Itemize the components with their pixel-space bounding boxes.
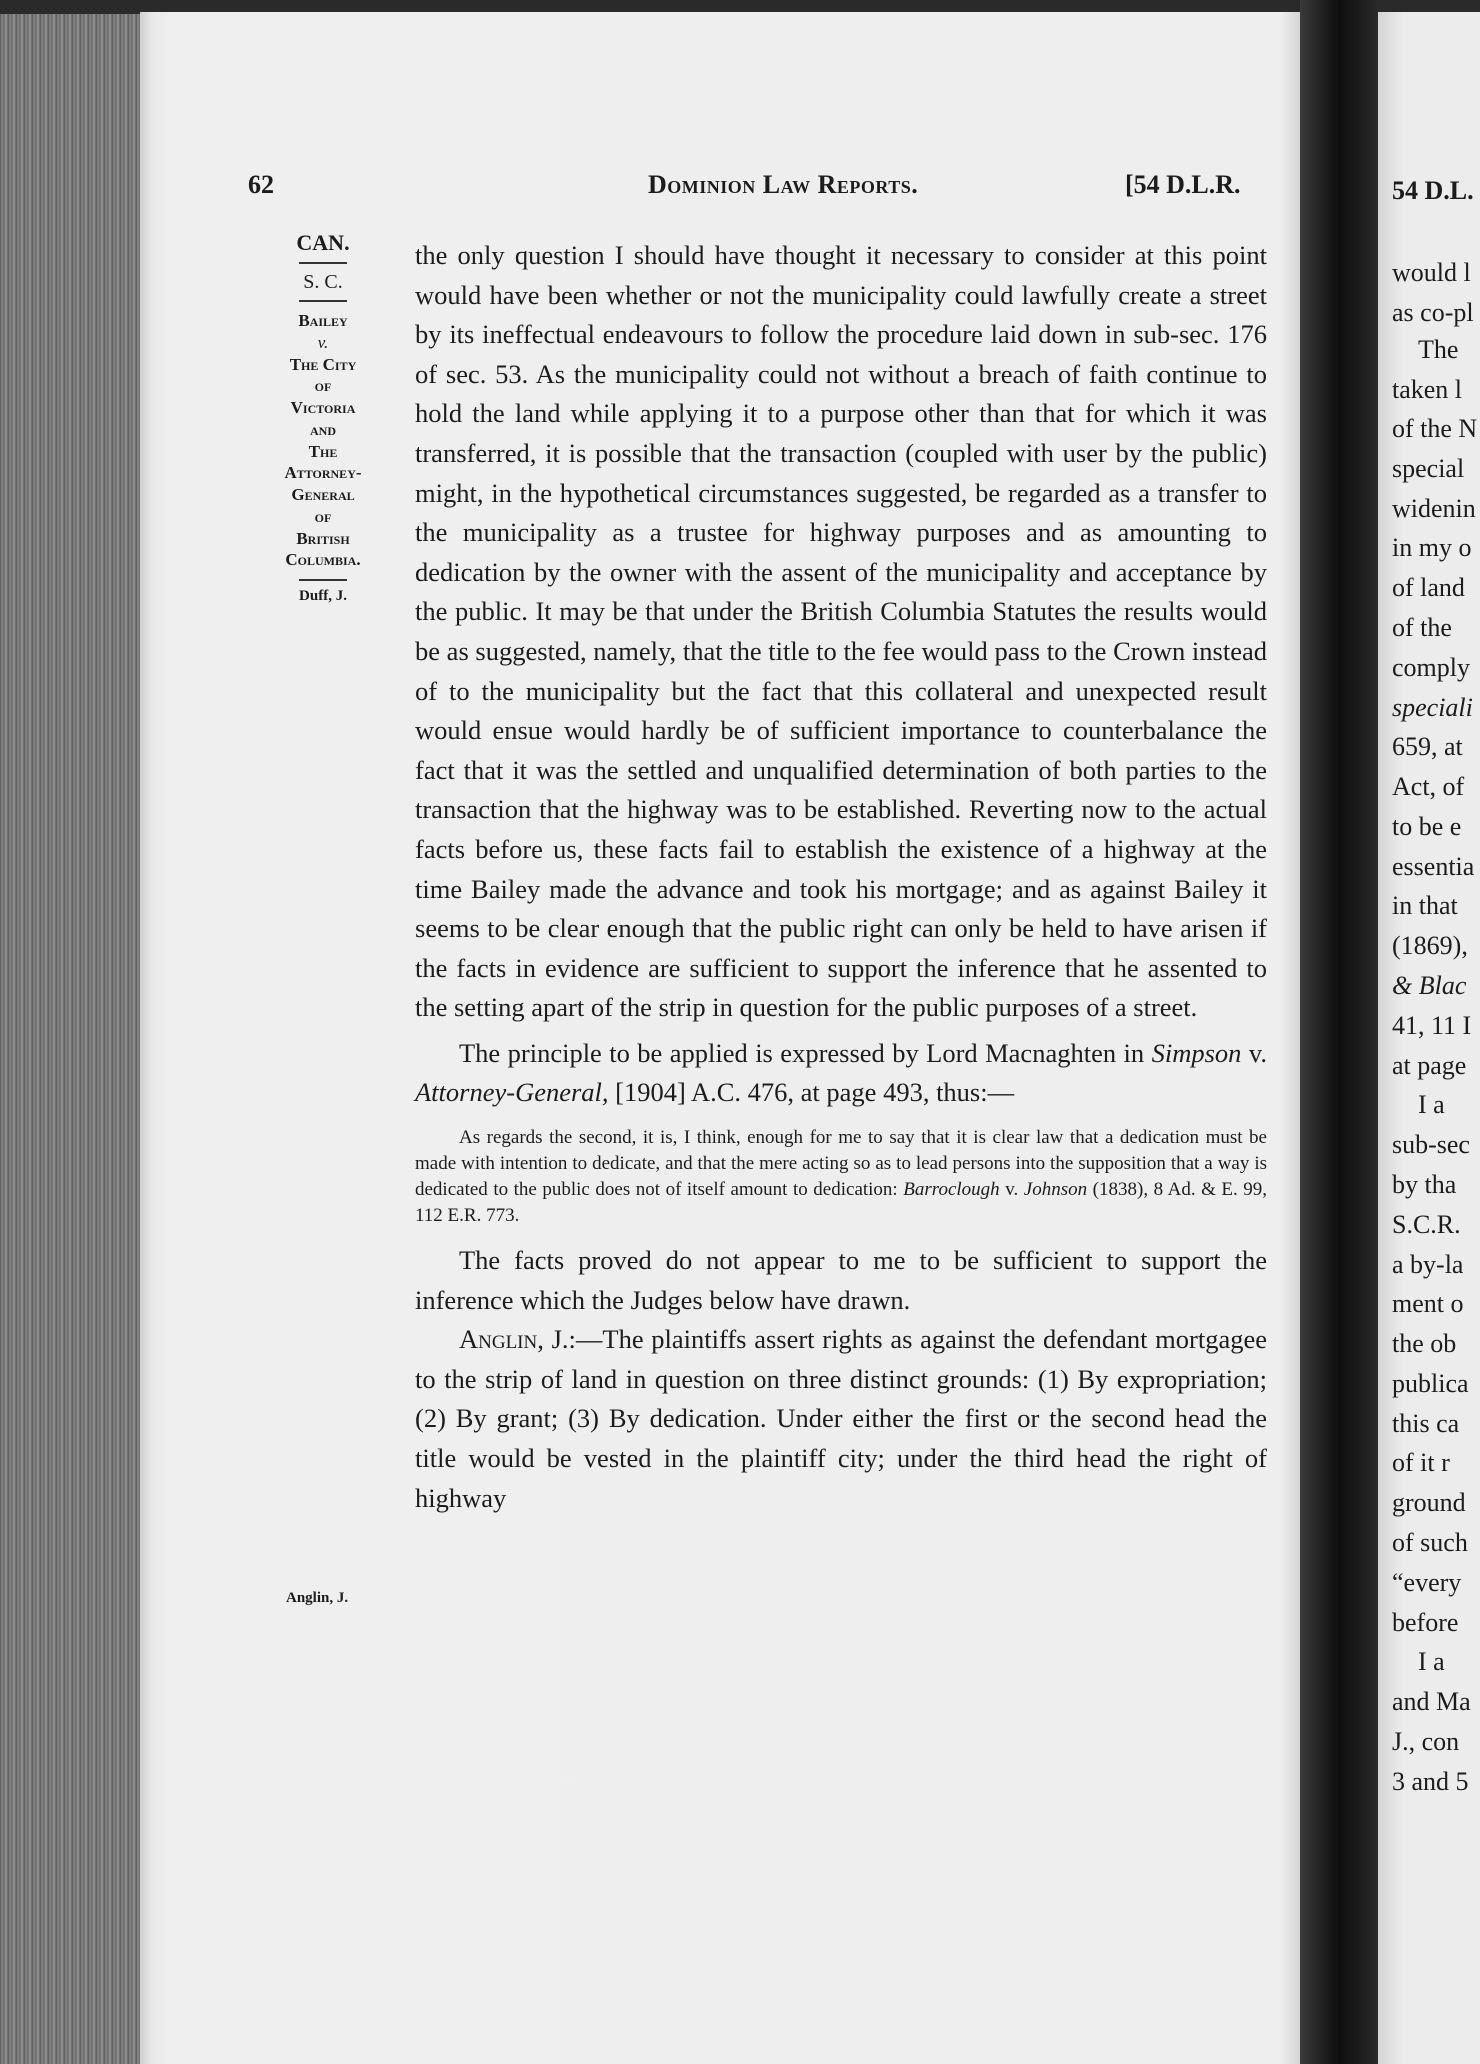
court-label: CAN. (296, 230, 350, 255)
case-title-line: Attorney- (284, 463, 362, 483)
text: v. (1005, 1179, 1019, 1201)
paragraph: The facts proved do not appear to me to be sufficient to support the inference which the Judges below have drawn. (415, 1245, 1267, 1315)
volume-reference: [54 D.L.R. (1125, 170, 1241, 199)
right-page-line: of land (1392, 573, 1465, 602)
right-page-line: S.C.R. (1392, 1210, 1461, 1239)
text: [1904] A.C. 476, at page 493, thus:— (615, 1077, 1015, 1108)
right-page-line: to be e (1392, 812, 1462, 841)
case-title-line: British (296, 528, 350, 548)
right-page-line: this ca (1392, 1409, 1460, 1438)
right-page-line: I a (1418, 1647, 1445, 1676)
right-page-line: of the (1392, 613, 1452, 642)
right-page-line: 3 and 5 (1392, 1767, 1469, 1796)
right-page-line: speciali (1392, 693, 1473, 722)
block-quote (415, 1125, 1267, 1229)
report-title-text: Dominion Law Reports. (648, 170, 919, 199)
right-page-header: 54 D.L. (1392, 176, 1474, 205)
right-page-line: comply (1392, 653, 1470, 682)
right-page-line: I a (1418, 1090, 1445, 1119)
judge-name: Anglin, J. (459, 1324, 569, 1355)
right-page-line: The (1418, 335, 1459, 364)
text: v. (1248, 1037, 1267, 1068)
right-page-line: taken l (1392, 375, 1463, 404)
paragraph: the only question I should have thought it necessary to consider at this point would have been whether or not the municipality could lawfully create a street by its ineffectual endeavours to follow the procedure laid down in sub-sec. 176 of sec. 53. As the municipality could not without a breach of faith continue to hold the land while applying it to a purpose other than that for which it was transferred, it is possible that the transaction (coupled with user by the public) might, in the hypothetical circumstances suggested, be regarded as a transfer to the municipality as a trustee for highway purposes and as amounting to dedication by the owner with the assent of the municipality and acceptance by the public. It may be that under the British Columbia Statutes the results would be as suggested, namely, that the title to the fee would pass to the Crown instead of to the municipality but the fact that this collateral and unexpected result would ensue would hardly be of sufficient importance to counterbalance the fact that it was the settled and unqualified determination of both parties to the transaction that the highway was to be established. Reverting now to the actual facts before us, these facts fail to establish the existence of a highway at the time Bailey made the advance and took his mortgage; and as against Bailey it seems to be clear enough that the public right can only be held to have arisen if the facts in evidence are sufficient to support the inference that he assented to the setting apart of the strip in question for the public purposes of a street. (415, 240, 1267, 1023)
case-name: Johnson (1023, 1179, 1088, 1201)
text: The principle to be applied is expressed by Lord Macnaghten in (459, 1037, 1145, 1068)
paragraph (415, 1034, 1267, 1113)
text: :—The plaintiffs assert rights as against the defendant mortgagee to the strip of land in question on three distinct grounds: (1) By expropriation; (2) By grant; (3) By dedication. Under either the first or the second head the title would be vested in the plaintiff city; under the third head the right of highway (415, 1324, 1268, 1513)
divider (299, 262, 347, 264)
right-page-line: Act, of (1392, 772, 1465, 801)
case-title-line: General (291, 485, 355, 504)
right-page-line: 41, 11 I (1392, 1011, 1472, 1040)
page-number: 62 (248, 170, 274, 199)
right-page-line: a by-la (1392, 1250, 1464, 1279)
right-page-line: 659, at (1392, 732, 1463, 761)
right-page-line: ground (1392, 1488, 1466, 1517)
right-page-line: J., con (1392, 1727, 1460, 1756)
divider (299, 579, 347, 581)
divider (299, 300, 347, 302)
right-page-line: widenin (1392, 494, 1476, 523)
right-page-line: of such (1392, 1528, 1468, 1557)
right-page-line: as co-pl (1392, 298, 1474, 327)
right-page-line: at page (1392, 1051, 1467, 1080)
case-title (258, 310, 388, 571)
right-page-line: essentia (1392, 852, 1475, 881)
right-page-line: in my o (1392, 533, 1472, 562)
case-name: Simpson (1151, 1037, 1242, 1068)
right-page-line: in that (1392, 891, 1458, 920)
right-page-line: sub-sec (1392, 1130, 1470, 1159)
right-page-line: & Blac (1392, 971, 1467, 1000)
case-title-line: Columbia. (285, 550, 361, 570)
book-gutter (1300, 0, 1378, 2064)
case-name: Attorney-General, (415, 1077, 609, 1108)
right-page-line: the ob (1392, 1329, 1457, 1358)
right-page-line: would l (1392, 258, 1471, 287)
case-title-line: Victoria (290, 398, 356, 417)
paragraph (415, 1320, 1267, 1518)
court-code: S. C. (303, 271, 343, 293)
right-page-line: of it r (1392, 1448, 1450, 1477)
right-page-line: ment o (1392, 1289, 1464, 1318)
case-title-line: of (314, 376, 332, 396)
right-page-fragment (1378, 12, 1480, 2064)
right-page-line: by tha (1392, 1170, 1457, 1199)
case-title-line: of (314, 506, 332, 526)
case-name: Barroclough (903, 1179, 1000, 1201)
margin-notes (258, 232, 388, 604)
right-page-line: and Ma (1392, 1687, 1471, 1716)
right-page-line: (1869), (1392, 931, 1468, 960)
quote-text: As regards the second, it is, I think, enough for me to say that it is clear law that a dedication must be made with intention to dedicate, and that the mere acting so as to lead persons into the supposition that a way is dedicated to the public does not of itself amount to dedication: (415, 1127, 1267, 1201)
case-title-line: and (310, 419, 336, 439)
case-title-line: The (308, 441, 338, 461)
right-page-line: of the N (1392, 414, 1478, 443)
judge-anglin-label: Anglin, J. (286, 1590, 349, 1606)
case-title-line: The City (289, 354, 357, 374)
right-page-line: before (1392, 1608, 1459, 1637)
right-page-line: publica (1392, 1369, 1469, 1398)
text: (1838), 8 Ad. & E. 99, 112 E.R. 773. (415, 1179, 1268, 1227)
right-page-line: “every (1392, 1568, 1462, 1597)
judge-duff-label: Duff, J. (299, 588, 347, 604)
main-text (415, 236, 1267, 1518)
report-title (648, 170, 918, 200)
right-page-line: special (1392, 454, 1465, 483)
book-page-edges (0, 0, 150, 2064)
case-title-line: Bailey (298, 311, 348, 330)
case-title-line: v. (317, 332, 329, 352)
